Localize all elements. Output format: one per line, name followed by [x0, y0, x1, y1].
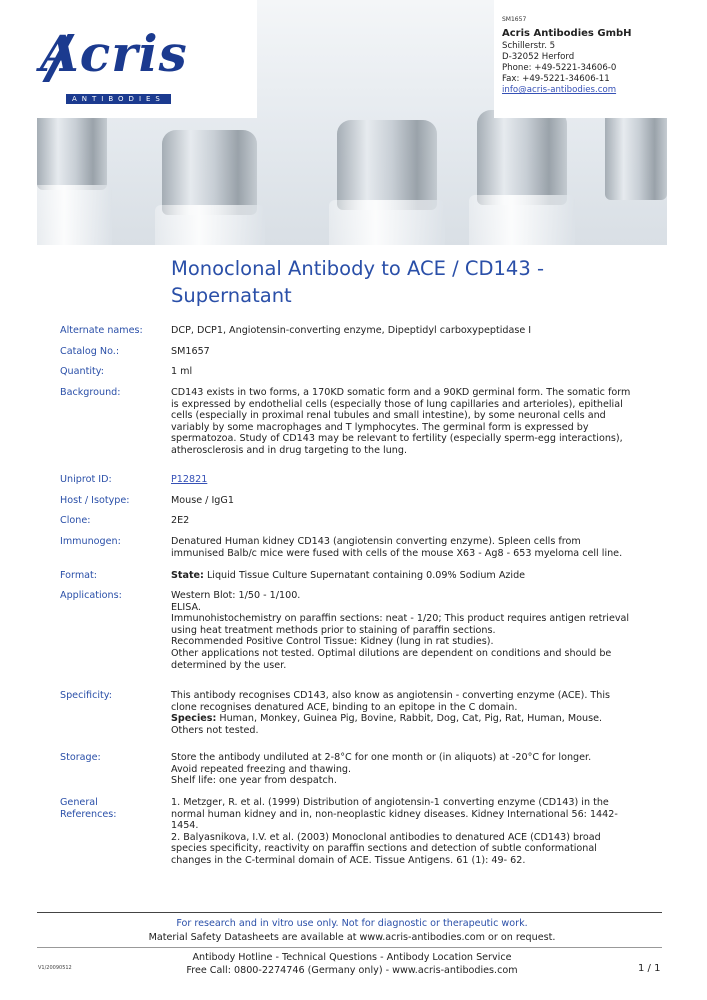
- vial-shape: [162, 130, 257, 215]
- text-line: Western Blot: 1/50 - 1/100.: [171, 590, 301, 601]
- field-label: Format:: [60, 570, 98, 581]
- text-line: 1. Metzger, R. et al. (1999) Distribution of angiotensin-1 converting enzyme (CD143) in the: [171, 797, 609, 808]
- field-label: Uniprot ID:: [60, 474, 112, 485]
- address-city: D-32052 Herford: [502, 52, 575, 62]
- text-line: spermatozoa. Study of CD143 may be relevant to fertility (especially sperm-egg interactions),: [171, 433, 623, 445]
- field-label: Background:: [60, 387, 121, 398]
- text-line: Denatured Human kidney CD143 (angiotensin converting enzyme). Spleen cells from: [171, 536, 581, 547]
- field-label: Specificity:: [60, 690, 112, 701]
- field-value: Mouse / IgG1: [171, 495, 234, 506]
- text-line: determined by the user.: [171, 659, 287, 671]
- address-phone: Phone: +49-5221-34606-0: [502, 63, 617, 73]
- text-line: 1454.: [171, 820, 199, 832]
- label-line: General: [60, 797, 98, 808]
- field-label: Host / Isotype:: [60, 495, 130, 506]
- field-value: [171, 536, 658, 559]
- field-value: SM1657: [171, 346, 210, 357]
- address-fax: Fax: +49-5221-34606-11: [502, 74, 610, 84]
- email-link[interactable]: info@acris-antibodies.com: [502, 85, 617, 95]
- field-value: [171, 474, 658, 486]
- address-street: Schillerstr. 5: [502, 41, 556, 51]
- hotline-text: Antibody Hotline - Technical Questions - Antibody Location Service: [192, 952, 512, 963]
- text-line: Other applications not tested. Optimal dilutions are dependent on conditions and should be: [171, 647, 612, 659]
- field-value: [171, 797, 658, 867]
- field-value: [171, 387, 658, 457]
- text-line: Others not tested.: [171, 724, 259, 736]
- text-line: clone recognises denatured ACE, binding to an epitope in the C domain.: [171, 701, 518, 713]
- vial-shape: [477, 110, 567, 205]
- field-label: Alternate names:: [60, 325, 143, 336]
- field-label: Catalog No.:: [60, 346, 120, 357]
- uniprot-link[interactable]: P12821: [171, 474, 208, 485]
- text-line: changes in the C-terminal domain of ACE. Tissue Antigens. 61 (1): 49- 62.: [171, 854, 526, 866]
- field-label: Storage:: [60, 752, 101, 763]
- field-label: [60, 797, 170, 820]
- company-name: Acris Antibodies GmbH: [502, 28, 632, 39]
- vial-body-shape: [37, 185, 112, 245]
- field-value: [171, 590, 658, 671]
- footer-divider: [37, 912, 662, 913]
- vial-shape: [337, 120, 437, 210]
- company-address: [502, 14, 632, 96]
- field-value: [171, 690, 658, 736]
- text-line: Store the antibody undiluted at 2-8°C for one month or (in aliquots) at -20°C for longer.: [171, 752, 592, 763]
- label-line: References:: [60, 808, 117, 820]
- text-line: normal human kidney and in, non-neoplastic kidney diseases. Kidney International 56: 1442-: [171, 808, 618, 820]
- text-line: Immunohistochemistry on paraffin sections: neat - 1/20; This product requires antigen retrieval: [171, 613, 630, 625]
- text-line: CD143 exists in two forms, a 170KD somatic form and a 90KD germinal form. The somatic form: [171, 387, 631, 398]
- text-line: is expressed by endothelial cells (especially those of lung capillaries and arterioles), epithelial: [171, 398, 623, 410]
- catalog-code-small: SM1657: [502, 16, 527, 23]
- vial-body-shape: [329, 200, 445, 245]
- text-line: species specificity, reactivity on paraffin sections and detection of subtle conformational: [171, 843, 597, 855]
- species-value: Human, Monkey, Guinea Pig, Bovine, Rabbit, Dog, Cat, Pig, Rat, Human, Mouse.: [216, 713, 603, 725]
- species-label: Species:: [171, 713, 217, 725]
- field-label: Quantity:: [60, 366, 104, 377]
- text-line: Shelf life: one year from despatch.: [171, 775, 337, 787]
- field-label: Immunogen:: [60, 536, 121, 547]
- text-line: ELISA.: [171, 601, 201, 613]
- text-line: atherosclerosis and in drug targeting to the lung.: [171, 444, 408, 456]
- vial-body-shape: [155, 205, 265, 245]
- text-line: [171, 713, 658, 725]
- text-line: Recommended Positive Control Tissue: Kidney (lung in rat studies).: [171, 636, 494, 648]
- vial-body-shape: [469, 195, 575, 245]
- text-line: cells (especially in proximal renal tubules and small intestine), by some neuronal cells and: [171, 410, 606, 422]
- page-title: Monoclonal Antibody to ACE / CD143 - Supernatant: [171, 257, 544, 307]
- text-line: Avoid repeated freezing and thawing.: [171, 763, 352, 775]
- msds-notice: Material Safety Datasheets are available at www.acris-antibodies.com or on request.: [148, 932, 556, 943]
- text-line: immunised Balb/c mice were fused with cells of the mouse X63 - Ag8 - 653 myeloma cell line.: [171, 547, 623, 559]
- version-code: V1/20090512: [38, 965, 72, 971]
- free-call-text: Free Call: 0800-2274746 (Germany only) - www.acris-antibodies.com: [186, 965, 518, 976]
- logo-subtitle: ANTIBODIES: [66, 94, 171, 104]
- research-notice: For research and in vitro use only. Not for diagnostic or therapeutic work.: [176, 918, 528, 929]
- text-line: 2. Balyasnikova, I.V. et al. (2003) Monoclonal antibodies to denatured ACE (CD143) broad: [171, 831, 601, 843]
- field-value: 2E2: [171, 515, 190, 526]
- footer-divider-2: [37, 947, 662, 948]
- text-line: using heat treatment methods prior to staining of paraffin sections.: [171, 624, 496, 636]
- text-line: This antibody recognises CD143, also know as angiotensin - converting enzyme (ACE). This: [171, 690, 611, 701]
- field-value: [171, 752, 658, 787]
- state-label: State:: [171, 570, 204, 581]
- field-value: DCP, DCP1, Angiotensin-converting enzyme, Dipeptidyl carboxypeptidase I: [171, 325, 532, 336]
- field-label: Clone:: [60, 515, 91, 526]
- company-logo: Acris: [40, 24, 188, 83]
- page-number: 1 / 1: [638, 963, 661, 974]
- field-value: 1 ml: [171, 366, 193, 377]
- field-value: [171, 570, 658, 582]
- field-label: Applications:: [60, 590, 122, 601]
- state-value: Liquid Tissue Culture Supernatant containing 0.09% Sodium Azide: [203, 570, 526, 581]
- text-line: variably by some macrophages and T lymphocytes. The germinal form is expressed by: [171, 421, 589, 433]
